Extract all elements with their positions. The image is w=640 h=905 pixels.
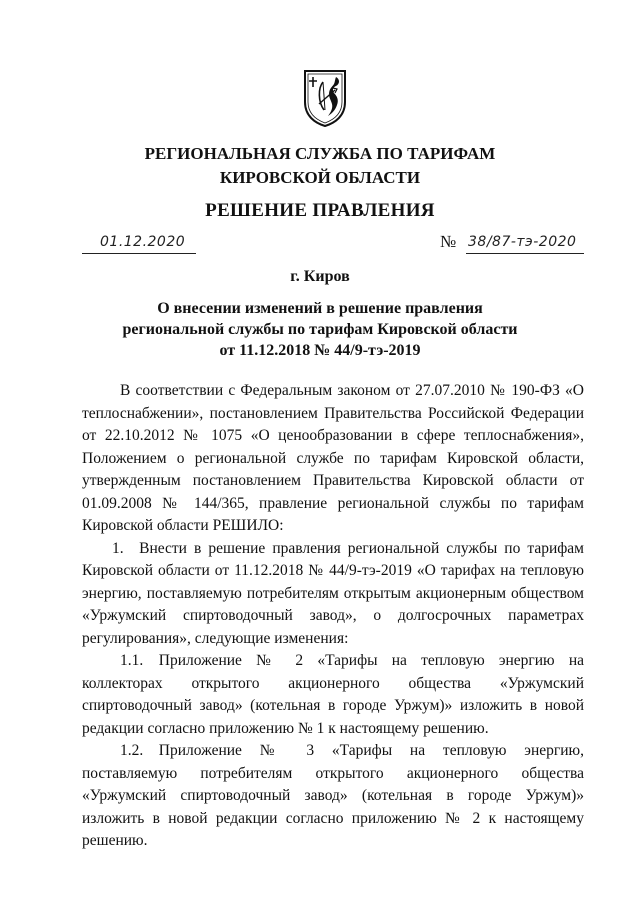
organization-name-line1: РЕГИОНАЛЬНАЯ СЛУЖБА ПО ТАРИФАМ bbox=[144, 144, 496, 163]
document-subject bbox=[0, 298, 640, 361]
item-1-2-paragraph: 1.2. Приложение № 3 «Тарифы на тепловую энергию, поставляемую потребителям открытого акционерного общества «Уржумский спиртоводочный завод» (котельная в городе Уржум)» изложить в новой редакции согласно приложению № 2 к настоящему решению. bbox=[82, 742, 584, 849]
document-date: 01.12.2020 bbox=[100, 234, 186, 250]
document-number: 38/87-тэ-2020 bbox=[468, 234, 577, 250]
document-body bbox=[82, 380, 584, 853]
subject-line2: региональной службы по тарифам Кировской области bbox=[122, 321, 518, 338]
number-label: № bbox=[440, 232, 457, 251]
item-1-1-paragraph: 1.1. Приложение № 2 «Тарифы на тепловую энергию на коллекторах открытого акционерного общества «Уржумский спиртоводочный завод» (котельная в городе Уржум)» изложить в новой редакции согласно приложению № 1 к настоящему решению. bbox=[82, 652, 584, 737]
intro-paragraph: В соответствии с Федеральным законом от 27.07.2010 № 190-ФЗ «О теплоснабжении», постановлением Правительства Российской Федерации от 22.10.2012 № 1075 «О ценообразовании в сфере теплоснабжения», Положением о региональной службе по тарифам Кировской области, утвержденным постановлением Правительства Кировской области от 01.09.2008 № 144/365, правление региональной службы по тарифам Кировской области РЕШИЛО: bbox=[82, 382, 584, 534]
subject-line3: от 11.12.2018 № 44/9-тэ-2019 bbox=[219, 342, 421, 359]
item-1-paragraph: 1. Внести в решение правления региональной службы по тарифам Кировской области от 11.12.2018 № 44/9-тэ-2019 «О тарифах на тепловую энергию, поставляемую потребителям открытым акционерным обществом «Уржумский спиртоводочный завод», о долгосрочных параметрах регулирования», следующие изменения: bbox=[82, 539, 584, 647]
organization-name bbox=[0, 142, 640, 190]
subject-line1: О внесении изменений в решение правления bbox=[157, 300, 483, 317]
kirov-coat-of-arms-icon bbox=[302, 68, 348, 128]
city: г. Киров bbox=[290, 268, 350, 285]
organization-name-line2: КИРОВСКОЙ ОБЛАСТИ bbox=[219, 168, 421, 187]
document-type: РЕШЕНИЕ ПРАВЛЕНИЯ bbox=[205, 200, 435, 221]
